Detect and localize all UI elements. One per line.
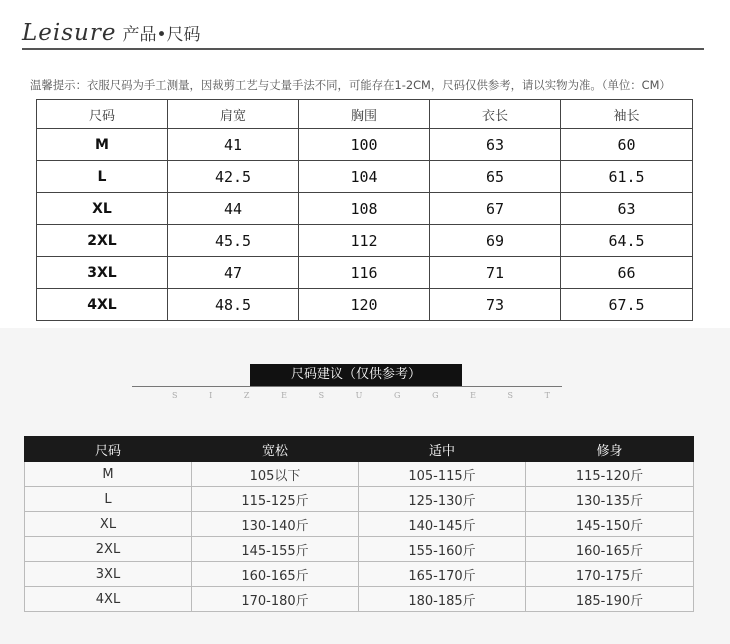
- table-cell: 69: [430, 225, 561, 257]
- size-cell: M: [25, 462, 192, 487]
- size-cell: 2XL: [37, 225, 168, 257]
- table-cell: 47: [168, 257, 299, 289]
- size-cell: 2XL: [25, 537, 192, 562]
- column-header: 衣长: [430, 100, 561, 129]
- column-header: 尺码: [37, 100, 168, 129]
- page-header: [22, 20, 201, 46]
- page-title: 产品•尺码: [122, 25, 201, 45]
- table-cell: 160-165斤: [192, 562, 359, 587]
- caption-letter: S: [172, 391, 180, 400]
- caption-letter: U: [355, 391, 365, 400]
- table-row: [25, 462, 694, 487]
- table-cell: 67.5: [561, 289, 693, 321]
- size-cell: M: [37, 129, 168, 161]
- suggestion-title: 尺码建议（仅供参考）: [250, 364, 462, 386]
- table-cell: 130-135斤: [526, 487, 694, 512]
- table-cell: 100: [299, 129, 430, 161]
- size-cell: 4XL: [37, 289, 168, 321]
- table-cell: 60: [561, 129, 693, 161]
- table-cell: 130-140斤: [192, 512, 359, 537]
- table-cell: 108: [299, 193, 430, 225]
- table-cell: 112: [299, 225, 430, 257]
- table-cell: 116: [299, 257, 430, 289]
- caption-letter: E: [470, 391, 478, 400]
- size-cell: L: [37, 161, 168, 193]
- caption-letter: G: [394, 391, 403, 400]
- column-header: 修身: [526, 437, 694, 462]
- table-cell: 180-185斤: [359, 587, 526, 612]
- caption-letter: G: [432, 391, 441, 400]
- caption-letter: T: [544, 391, 552, 400]
- caption-letter: Z: [243, 391, 252, 400]
- table-header-row: [25, 437, 694, 462]
- table-cell: 41: [168, 129, 299, 161]
- caption-letter: E: [281, 391, 289, 400]
- suggestion-divider: [132, 386, 562, 387]
- table-cell: 42.5: [168, 161, 299, 193]
- suggestion-table: [24, 436, 694, 612]
- brand-logo-text: Leisure: [22, 20, 117, 46]
- table-cell: 45.5: [168, 225, 299, 257]
- size-cell: XL: [37, 193, 168, 225]
- table-cell: 44: [168, 193, 299, 225]
- table-row: [37, 193, 693, 225]
- column-header: 宽松: [192, 437, 359, 462]
- table-cell: 73: [430, 289, 561, 321]
- table-cell: 64.5: [561, 225, 693, 257]
- table-cell: 65: [430, 161, 561, 193]
- size-cell: 3XL: [37, 257, 168, 289]
- table-row: [25, 587, 694, 612]
- table-row: [25, 512, 694, 537]
- table-cell: 155-160斤: [359, 537, 526, 562]
- table-cell: 63: [430, 129, 561, 161]
- size-cell: XL: [25, 512, 192, 537]
- caption-letter: S: [318, 391, 327, 400]
- table-cell: 66: [561, 257, 693, 289]
- caption-letter: I: [209, 391, 215, 400]
- table-cell: 165-170斤: [359, 562, 526, 587]
- table-row: [37, 129, 693, 161]
- table-cell: 160-165斤: [526, 537, 694, 562]
- column-header: 尺码: [25, 437, 192, 462]
- size-suggest-caption: [172, 391, 552, 400]
- table-cell: 120: [299, 289, 430, 321]
- size-cell: 4XL: [25, 587, 192, 612]
- table-row: [37, 225, 693, 257]
- table-cell: 104: [299, 161, 430, 193]
- table-row: [37, 161, 693, 193]
- table-cell: 105以下: [192, 462, 359, 487]
- table-cell: 185-190斤: [526, 587, 694, 612]
- measurement-table: [36, 99, 693, 321]
- column-header: 袖长: [561, 100, 693, 129]
- table-cell: 125-130斤: [359, 487, 526, 512]
- table-cell: 145-150斤: [526, 512, 694, 537]
- table-cell: 115-120斤: [526, 462, 694, 487]
- table-cell: 48.5: [168, 289, 299, 321]
- table-cell: 67: [430, 193, 561, 225]
- table-cell: 170-180斤: [192, 587, 359, 612]
- table-cell: 145-155斤: [192, 537, 359, 562]
- size-cell: 3XL: [25, 562, 192, 587]
- column-header: 肩宽: [168, 100, 299, 129]
- table-cell: 71: [430, 257, 561, 289]
- table-cell: 105-115斤: [359, 462, 526, 487]
- table-cell: 170-175斤: [526, 562, 694, 587]
- table-row: [37, 289, 693, 321]
- table-header-row: [37, 100, 693, 129]
- size-notice: 温馨提示：衣服尺码为手工测量，因裁剪工艺与丈量手法不同，可能存在1-2CM，尺码仅供参考，请以实物为准。（单位：CM）: [30, 78, 671, 92]
- table-row: [25, 562, 694, 587]
- header-divider: [22, 48, 704, 50]
- table-row: [25, 537, 694, 562]
- table-cell: 115-125斤: [192, 487, 359, 512]
- table-cell: 61.5: [561, 161, 693, 193]
- column-header: 胸围: [299, 100, 430, 129]
- table-cell: 140-145斤: [359, 512, 526, 537]
- caption-letter: S: [507, 391, 516, 400]
- size-cell: L: [25, 487, 192, 512]
- table-row: [37, 257, 693, 289]
- table-row: [25, 487, 694, 512]
- table-cell: 63: [561, 193, 693, 225]
- column-header: 适中: [359, 437, 526, 462]
